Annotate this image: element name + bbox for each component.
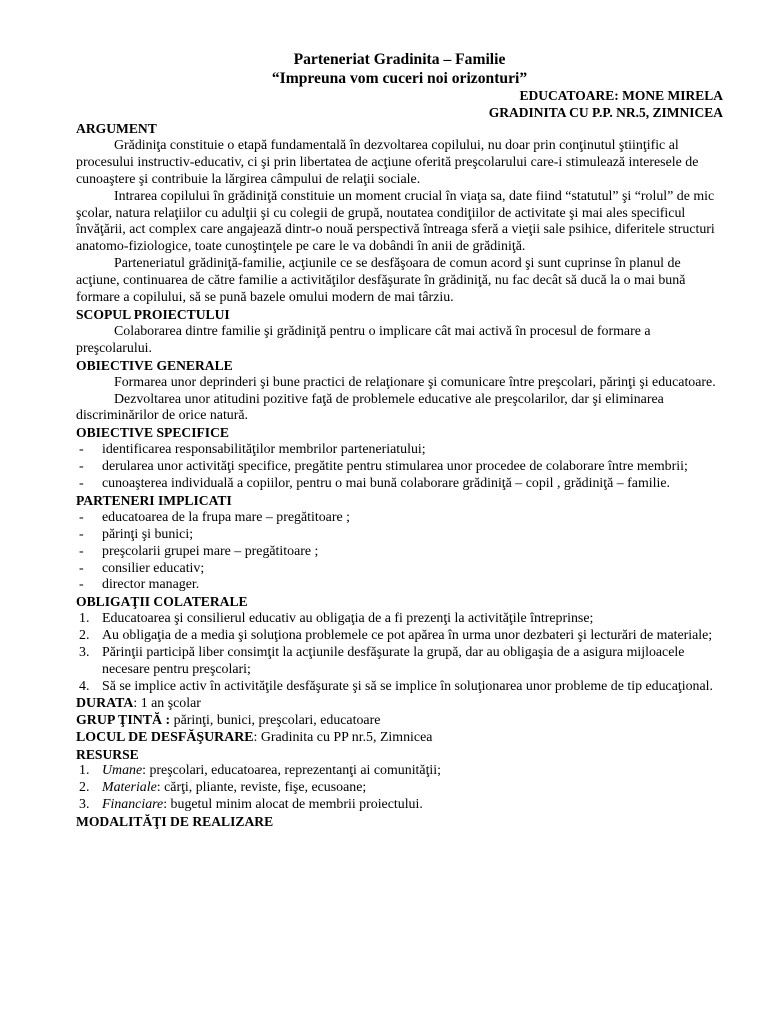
section-heading-obiective-generale: OBIECTIVE GENERALE bbox=[76, 357, 233, 373]
list-item-text: preşcolarii grupei mare – pregătitoare ; bbox=[102, 543, 319, 559]
section-heading-resurse: RESURSE bbox=[76, 746, 139, 762]
institution-line: GRADINITA CU P.P. NR.5, ZIMNICEA bbox=[488, 104, 723, 120]
section-heading-parteneri: PARTENERI IMPLICATI bbox=[76, 492, 232, 508]
list-number: 4. bbox=[79, 678, 90, 694]
locul-value: : Gradinita cu PP nr.5, Zimnicea bbox=[253, 729, 433, 745]
list-item bbox=[76, 442, 723, 459]
list-item bbox=[76, 561, 723, 578]
list-item bbox=[76, 763, 723, 780]
list-item bbox=[76, 645, 723, 679]
resurse-value: : bugetul minim alocat de membrii proiectului. bbox=[163, 797, 423, 813]
dash-bullet-icon: - bbox=[79, 442, 84, 458]
resurse-value: : preşcolari, educatoarea, reprezentanţi ai comunităţii; bbox=[142, 763, 442, 779]
resurse-label: Umane bbox=[102, 763, 143, 779]
parteneri-list bbox=[76, 510, 723, 595]
scopul-paragraph: Colaborarea dintre familie şi grădiniţă pentru o implicare cât mai activă în procesul de formare a preşcolarului. bbox=[76, 323, 651, 356]
dash-bullet-icon: - bbox=[79, 509, 84, 525]
obiective-specifice-list bbox=[76, 442, 723, 493]
section-heading-obiective-specifice: OBIECTIVE SPECIFICE bbox=[76, 425, 229, 441]
list-item bbox=[76, 510, 723, 527]
obiective-generale-paragraph-2: Dezvoltarea unor atitudini pozitive faţă de problemele educative ale preşcolarilor, dar şi eliminarea discriminărilor de orice natură. bbox=[76, 391, 664, 424]
list-number: 1. bbox=[79, 611, 90, 627]
author-line: EDUCATOARE: MONE MIRELA bbox=[519, 88, 723, 103]
section-heading-scopul: SCOPUL PROIECTULUI bbox=[76, 306, 230, 322]
list-item-text: Educatoarea şi consilierul educativ au obligaţia de a fi prezenţi la activităţile întreprinse; bbox=[102, 611, 594, 627]
dash-bullet-icon: - bbox=[79, 459, 84, 475]
list-item-text: consilier educativ; bbox=[102, 560, 205, 576]
list-item bbox=[76, 577, 723, 594]
list-item-text: Să se implice activ în activităţile desfăşurate şi să se implice în soluţionarea unor probleme de tip educaţional. bbox=[102, 678, 713, 694]
dash-bullet-icon: - bbox=[79, 526, 84, 542]
list-item bbox=[76, 780, 723, 797]
list-number: 2. bbox=[79, 628, 90, 644]
resurse-label: Financiare bbox=[102, 797, 164, 813]
list-item bbox=[76, 611, 723, 628]
argument-paragraph-3: Parteneriatul grădiniţă-familie, acţiunile ce se desfăşoara de comun acord şi sunt cuprinse în planul de acţiune, continuarea de către familie a activităţilor desfăşurate în grădiniţă, nu fac decât să ducă la o mai bună formare a copilului, să se pună bazele omului modern de mai târziu. bbox=[76, 256, 686, 306]
list-item bbox=[76, 628, 723, 645]
list-item-text: director manager. bbox=[102, 577, 200, 593]
list-item bbox=[76, 527, 723, 544]
resurse-label: Materiale bbox=[102, 780, 157, 796]
list-item-text: Părinţii participă liber consimţit la acţiunile desfăşurate la grupă, dar au obligaşia de a asigura mijloacele necesare pentru preşcolari; bbox=[102, 645, 685, 677]
grup-tinta-value: părinţi, bunici, preşcolari, educatoare bbox=[170, 712, 381, 728]
resurse-list bbox=[76, 763, 723, 814]
resurse-value: : cărţi, pliante, reviste, fişe, ecusoane; bbox=[156, 780, 367, 796]
list-item-text: Au obligaţia de a media şi soluţiona problemele ce pot apărea în urma unor dezbateri şi lecturări de materiale; bbox=[102, 628, 713, 644]
list-item-text: derularea unor activităţi specifice, pregătite pentru stimularea unor procedee de colaborare între membrii; bbox=[102, 459, 688, 475]
obligatii-list bbox=[76, 611, 723, 696]
document-title: Parteneriat Gradinita – Familie bbox=[293, 51, 506, 68]
grup-tinta-line bbox=[76, 713, 723, 730]
list-number: 2. bbox=[79, 780, 90, 796]
durata-label: DURATA bbox=[76, 695, 134, 711]
list-item-text: cunoaşterea individuală a copiilor, pentru o mai bună colaborare grădiniţă – copil , grădiniţă – familie. bbox=[102, 476, 670, 492]
dash-bullet-icon: - bbox=[79, 560, 84, 576]
list-number: 3. bbox=[79, 645, 90, 661]
durata-line bbox=[76, 696, 723, 713]
grup-tinta-label: GRUP ŢINTĂ : bbox=[76, 712, 171, 728]
dash-bullet-icon: - bbox=[79, 476, 84, 492]
obiective-generale-paragraph-1: Formarea unor deprinderi şi bune practici de relaţionare şi comunicare între preşcolari, părinţi şi educatoare. bbox=[114, 374, 716, 390]
list-item bbox=[76, 679, 723, 696]
document-subtitle: “Impreuna vom cuceri noi orizonturi” bbox=[271, 70, 528, 87]
dash-bullet-icon: - bbox=[79, 577, 84, 593]
section-heading-modalitati: MODALITĂŢI DE REALIZARE bbox=[76, 814, 274, 830]
list-item bbox=[76, 797, 723, 814]
list-item-text: educatoarea de la frupa mare – pregătitoare ; bbox=[102, 509, 350, 525]
locul-line bbox=[76, 730, 723, 747]
section-heading-argument: ARGUMENT bbox=[76, 121, 157, 136]
list-item bbox=[76, 476, 723, 493]
section-heading-obligatii: OBLIGAŢII COLATERALE bbox=[76, 594, 248, 610]
argument-paragraph-1: Grădiniţa constituie o etapă fundamentală în dezvoltarea copilului, nu doar prin conţinutul ştiinţific al procesului instructiv-educativ, ci şi prin libertatea de acţiune oferită preşcolarului care-i stimulează interesele de cunoaştere şi contribuie la lărgirea câmpului de relaţii sociale. bbox=[76, 137, 699, 187]
durata-value: : 1 an şcolar bbox=[133, 695, 201, 711]
list-item bbox=[76, 459, 723, 476]
list-item-text: identificarea responsabilităţilor membrilor parteneriatului; bbox=[102, 442, 426, 458]
locul-label: LOCUL DE DESFĂŞURARE bbox=[76, 729, 254, 745]
list-item-text: părinţi şi bunici; bbox=[102, 526, 194, 542]
list-number: 3. bbox=[79, 797, 90, 813]
dash-bullet-icon: - bbox=[79, 543, 84, 559]
list-number: 1. bbox=[79, 763, 90, 779]
list-item bbox=[76, 544, 723, 561]
argument-paragraph-2: Intrarea copilului în grădiniţă constituie un moment crucial în viaţa sa, date fiind “statutul” şi “rolul” de mic şcolar, natura relaţiilor cu adulţii şi cu colegii de grupă, noutatea condiţiilor de activitate şi mai ales specificul învăţării, act complex care angajează dintr-o nouă perspectivă întreaga sferă a vieţii sale psihice, diferitele structuri anatomo-fiziologice, toate cunoştinţele pe care le va dobândi în anii de grădiniţă. bbox=[76, 188, 715, 255]
